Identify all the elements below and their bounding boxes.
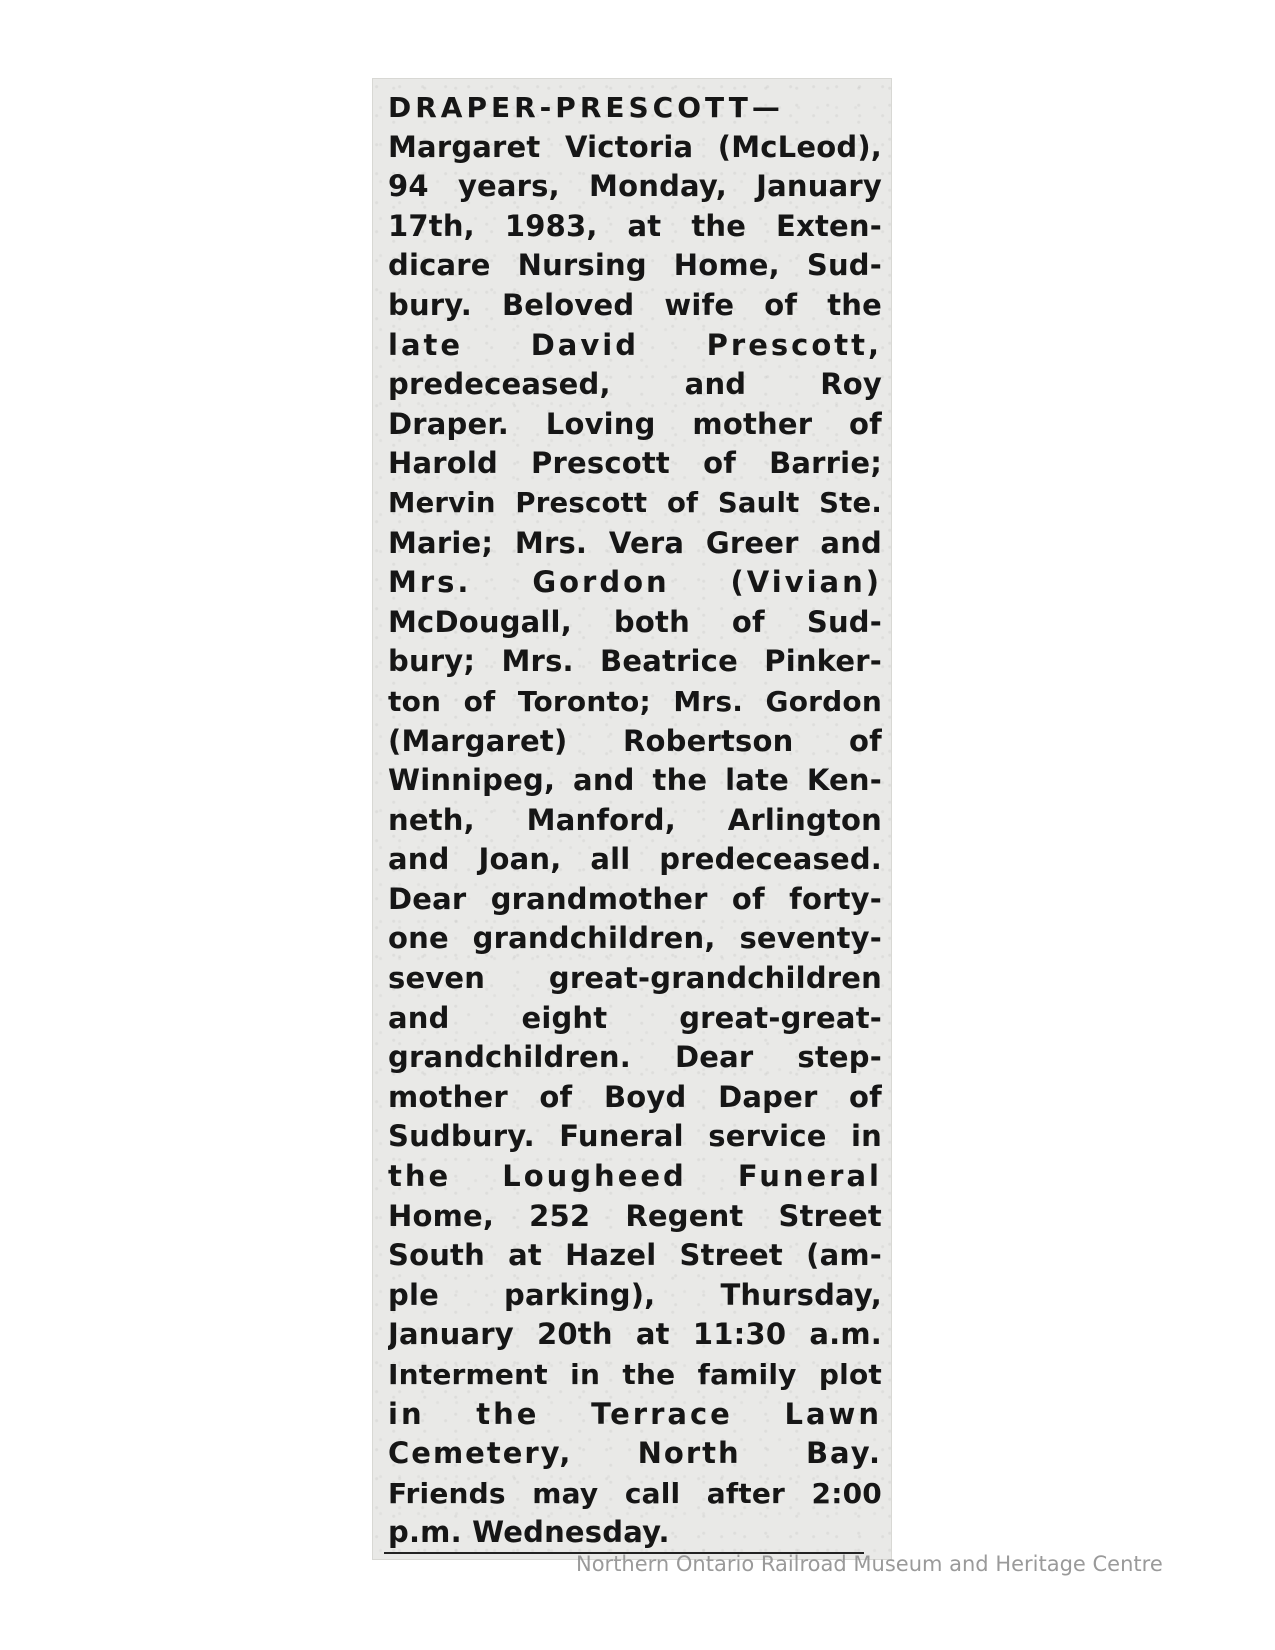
obituary-line: Friends may call after 2:00: [388, 1476, 882, 1510]
obituary-line: bury; Mrs. Beatrice Pinker-: [388, 644, 882, 679]
obituary-line: and eight great-great-: [388, 1000, 882, 1035]
obituary-line: the Lougheed Funeral: [388, 1159, 882, 1194]
obituary-line: Cemetery, North Bay.: [388, 1436, 882, 1471]
obituary-line: Marie; Mrs. Vera Greer and: [388, 525, 882, 560]
obituary-line: p.m. Wednesday.: [388, 1515, 670, 1550]
obituary-line: 94 years, Monday, January: [388, 169, 882, 204]
obituary-line: Sudbury. Funeral service in: [388, 1119, 882, 1154]
obituary-line: seven great-grandchildren: [388, 961, 882, 996]
obituary-line: grandchildren. Dear step-: [388, 1040, 882, 1075]
obituary-line: neth, Manford, Arlington: [388, 802, 882, 837]
obituary-line: (Margaret) Robertson of: [388, 723, 882, 758]
obituary-line: Draper. Loving mother of: [388, 406, 882, 441]
obituary-line: South at Hazel Street (am-: [388, 1238, 882, 1273]
watermark-text: Northern Ontario Railroad Museum and Heritage Centre: [576, 1552, 1163, 1576]
obituary-line: Dear grandmother of forty-: [388, 881, 882, 916]
obituary-line: January 20th at 11:30 a.m.: [388, 1317, 882, 1352]
obituary-line: and Joan, all predeceased.: [388, 842, 882, 877]
obituary-line: ple parking), Thursday,: [388, 1277, 882, 1312]
obituary-line: Mervin Prescott of Sault Ste.: [388, 486, 882, 519]
obituary-line: Mrs. Gordon (Vivian): [388, 565, 882, 600]
obituary-line: bury. Beloved wife of the: [388, 287, 882, 322]
obituary-line: Harold Prescott of Barrie;: [388, 446, 882, 481]
obituary-line: 17th, 1983, at the Exten-: [388, 208, 882, 243]
obituary-line: one grandchildren, seventy-: [388, 921, 882, 956]
obituary-line: McDougall, both of Sud-: [388, 604, 882, 639]
obituary-line: dicare Nursing Home, Sud-: [388, 248, 882, 283]
obituary-line: Interment in the family plot: [388, 1358, 882, 1391]
obituary-line: late David Prescott,: [388, 327, 882, 362]
newspaper-clipping: [372, 78, 892, 1560]
obituary-line: in the Terrace Lawn: [388, 1396, 882, 1431]
obituary-line: mother of Boyd Daper of: [388, 1079, 882, 1114]
obituary-line: predeceased, and Roy: [388, 367, 882, 402]
obituary-text: [388, 88, 882, 1553]
obituary-line: Winnipeg, and the late Ken-: [388, 763, 882, 798]
obituary-line: Home, 252 Regent Street: [388, 1198, 882, 1233]
obituary-line: ton of Toronto; Mrs. Gordon: [388, 684, 882, 718]
obituary-heading: DRAPER-PRESCOTT—: [388, 91, 784, 124]
obituary-line: Margaret Victoria (McLeod),: [388, 129, 882, 164]
